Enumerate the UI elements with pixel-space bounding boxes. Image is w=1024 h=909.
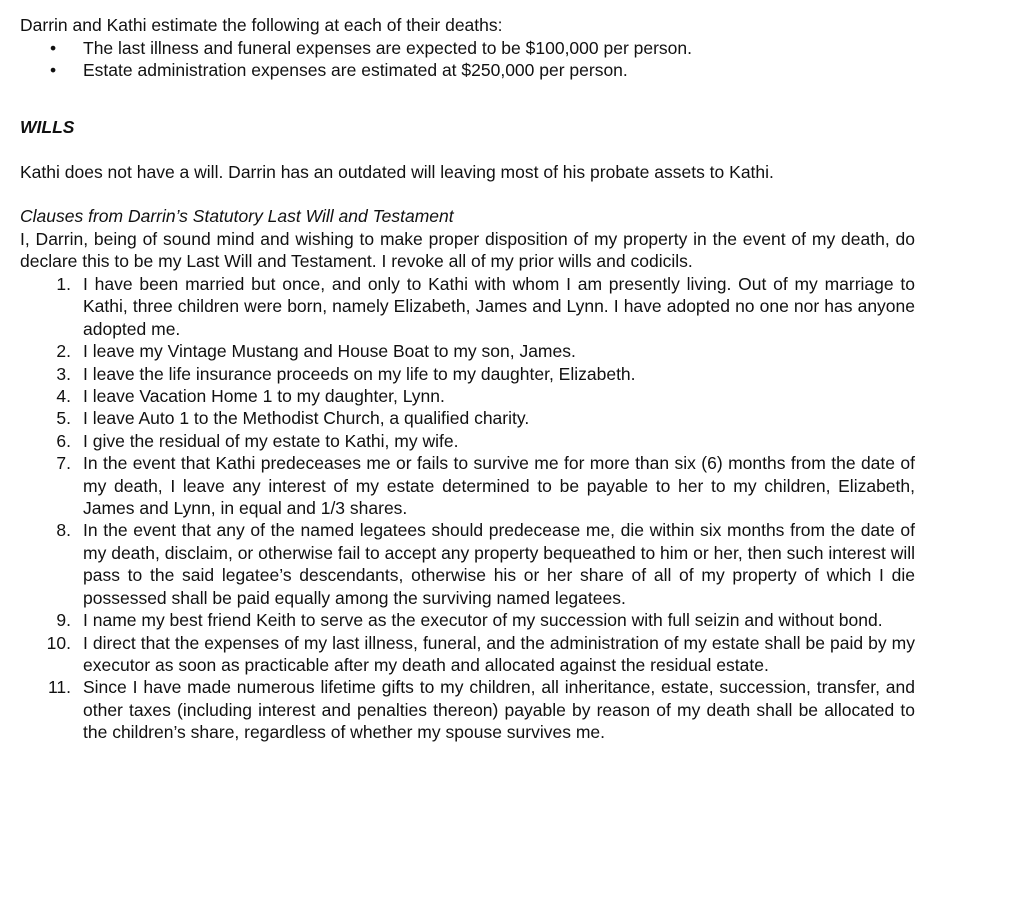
bullet-item [50,59,910,81]
clause-text: Since I have made numerous lifetime gifts to my children, all inheritance, estate, succession, transfer, and other taxes (including interest and penalties thereon) payable by reason of my death shall be allocated to the children’s share, regardless of whether my spouse survives me. [83,677,915,743]
clause-item [20,609,915,631]
clause-number: 5. [56,408,71,429]
clause-item [20,363,915,385]
intro-text: Darrin and Kathi estimate the following at each of their deaths: [20,15,503,35]
clause-text: I leave my Vintage Mustang and House Boat to my son, James. [83,341,576,362]
clause-item [20,273,915,340]
clause-number: 11. [47,677,71,698]
clause-item [20,519,915,609]
clause-text: I give the residual of my estate to Kathi, my wife. [83,430,459,451]
will-clause-list [20,273,915,744]
bullet-dot-icon: • [50,38,57,58]
clause-number: 9. [56,610,71,631]
wills-paragraph: Kathi does not have a will. Darrin has an outdated will leaving most of his probate assets to Kathi. [20,162,774,182]
clause-number: 10. [46,632,71,653]
clause-text: In the event that Kathi predeceases me or fails to survive me for more than six (6) months from the date of my death, I leave any interest of my estate determined to be payable to her to my children, Elizabeth, James and Lynn, in equal and 1/3 shares. [83,453,915,519]
clause-item [20,430,915,452]
clause-text: In the event that any of the named legatees should predecease me, die within six months from the date of my death, disclaim, or otherwise fail to accept any property bequeathed to him or her, then such interest will pass to the said legatee’s descendants, otherwise his or her share of all of my property of which I die possessed shall be paid equally among the surviving named legatees. [83,520,915,608]
bullet-item [50,37,910,59]
clause-number: 4. [56,386,71,407]
wills-heading: WILLS [20,117,75,137]
clause-text: I leave Auto 1 to the Methodist Church, a qualified charity. [83,408,530,429]
clause-number: 3. [56,363,71,384]
will-preamble: I, Darrin, being of sound mind and wishing to make proper disposition of my property in the event of my death, do declare this to be my Last Will and Testament. I revoke all of my prior wills and codicils. [20,229,915,272]
bullet-text: Estate administration expenses are estimated at $250,000 per person. [83,60,628,81]
clause-text: I leave the life insurance proceeds on my life to my daughter, Elizabeth. [83,363,636,384]
clause-number: 1. [56,274,71,294]
clause-item [20,340,915,362]
clause-item [20,676,915,743]
clause-text: I have been married but once, and only to Kathi with whom I am presently living. Out of my marriage to Kathi, three children were born, namely Elizabeth, James and Lynn. I have adopted no one nor has anyone adopted me. [83,274,915,339]
clause-text: I name my best friend Keith to serve as the executor of my succession with full seizin and without bond. [83,610,883,631]
clause-number: 7. [56,453,71,474]
clause-text: I leave Vacation Home 1 to my daughter, Lynn. [83,386,445,407]
clause-number: 8. [56,520,71,541]
clause-item [20,632,915,677]
expense-bullet-list [50,37,910,82]
clause-text: I direct that the expenses of my last illness, funeral, and the administration of my estate shall be paid by my executor as soon as practicable after my death and allocated against the residual estate. [83,632,915,675]
clause-number: 6. [56,430,71,451]
clauses-title: Clauses from Darrin’s Statutory Last Will and Testament [20,206,454,226]
bullet-dot-icon: • [50,60,57,81]
clause-item [20,452,915,519]
clause-item [20,385,915,407]
clause-item [20,407,915,429]
bullet-text: The last illness and funeral expenses are expected to be $100,000 per person. [83,38,693,58]
clause-number: 2. [56,341,71,362]
